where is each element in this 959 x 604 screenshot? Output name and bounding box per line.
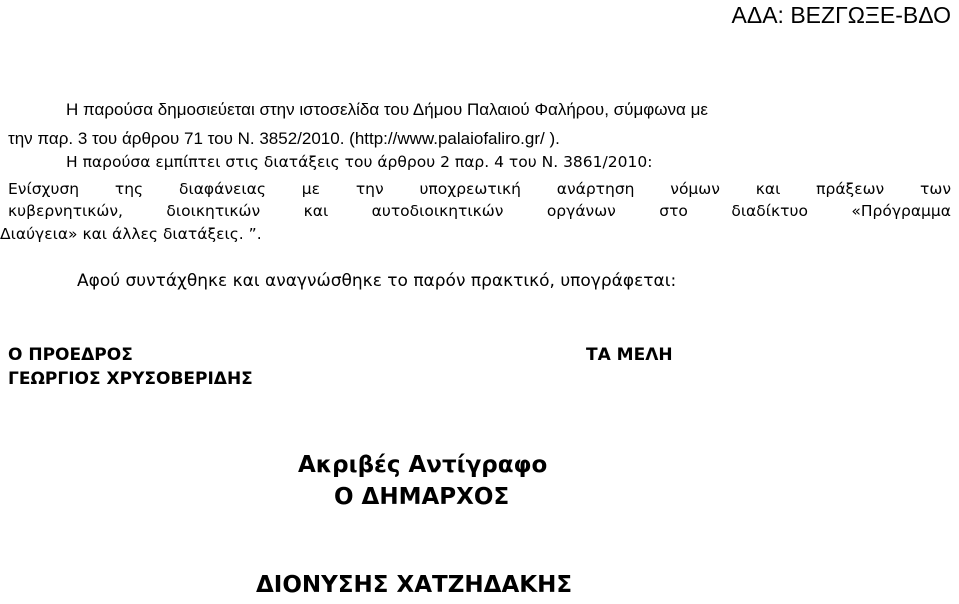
president-name: ΓΕΩΡΓΙΟΣ ΧΡΥΣΟΒΕΡΙΔΗΣ	[8, 369, 253, 389]
ada-code: ΑΔΑ: ΒΕΖΓΩΞΕ-ΒΔΟ	[731, 2, 951, 28]
publication-line-2: την παρ. 3 του άρθρου 71 του Ν. 3852/2010. (http://www.palaiofaliro.gr/ ).	[8, 129, 560, 148]
president-title: Ο ΠΡΟΕΔΡΟΣ	[8, 345, 133, 365]
applicability-line-1: Η παρούσα εμπίπτει στις διατάξεις του άρθρου 2 παρ. 4 του Ν. 3861/2010:	[66, 153, 653, 171]
mayor-name: ΔΙΟΝΥΣΗΣ ΧΑΤΖΗΔΑΚΗΣ	[256, 572, 573, 598]
mayor-title: Ο ΔΗΜΑΡΧΟΣ	[334, 484, 510, 510]
certified-copy-label: Ακριβές Αντίγραφο	[298, 452, 548, 478]
applicability-line-4: Διαύγεια» και άλλες διατάξεις. ”.	[0, 225, 262, 243]
applicability-line-3: κυβερνητικών, διοικητικών και αυτοδιοικητικών οργάνων στο διαδίκτυο «Πρόγραμμα	[8, 202, 951, 220]
closing-statement: Αφού συντάχθηκε και αναγνώσθηκε το παρόν πρακτικό, υπογράφεται:	[77, 271, 677, 291]
members-title: ΤΑ ΜΕΛΗ	[586, 345, 673, 365]
applicability-line-2: Ενίσχυση της διαφάνειας με την υποχρεωτική ανάρτηση νόμων και πράξεων των	[8, 180, 951, 198]
publication-line-1: Η παρούσα δημοσιεύεται στην ιστοσελίδα του Δήμου Παλαιού Φαλήρου, σύμφωνα με	[66, 100, 708, 119]
